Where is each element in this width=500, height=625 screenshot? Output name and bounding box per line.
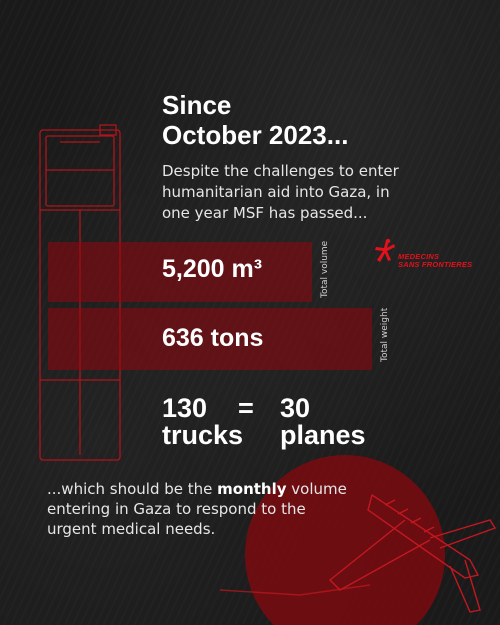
planes-number: 30 xyxy=(280,393,311,423)
trucks-count xyxy=(162,395,243,449)
title-line-1: Since xyxy=(162,90,232,120)
title-line-2: October 2023... xyxy=(162,120,349,150)
total-volume-label: Total volume xyxy=(320,240,330,298)
msf-logo-icon xyxy=(372,238,398,272)
msf-logo-line-1: MEDECINS xyxy=(398,252,440,261)
footer-text xyxy=(47,479,347,539)
footer-text-after: volume entering in Gaza to respond to the urgent medical needs. xyxy=(47,480,347,538)
equals-sign: = xyxy=(238,393,254,423)
planes-word: planes xyxy=(280,420,366,450)
footer-text-bold: monthly xyxy=(217,480,287,498)
trucks-number: 130 xyxy=(162,393,208,423)
msf-logo xyxy=(372,236,472,276)
total-volume-value: 5,200 m³ xyxy=(162,255,263,283)
total-weight-label: Total weight xyxy=(380,307,390,362)
intro-text: Despite the challenges to enter humanitarian aid into Gaza, in one year MSF has passed... xyxy=(162,162,399,222)
planes-count xyxy=(280,395,366,449)
footer-text-before: ...which should be the xyxy=(47,480,218,498)
page-title xyxy=(162,90,348,150)
msf-logo-line-2: SANS FRONTIERES xyxy=(398,260,473,269)
total-weight-value: 636 tons xyxy=(162,324,264,352)
trucks-word: trucks xyxy=(162,420,244,450)
